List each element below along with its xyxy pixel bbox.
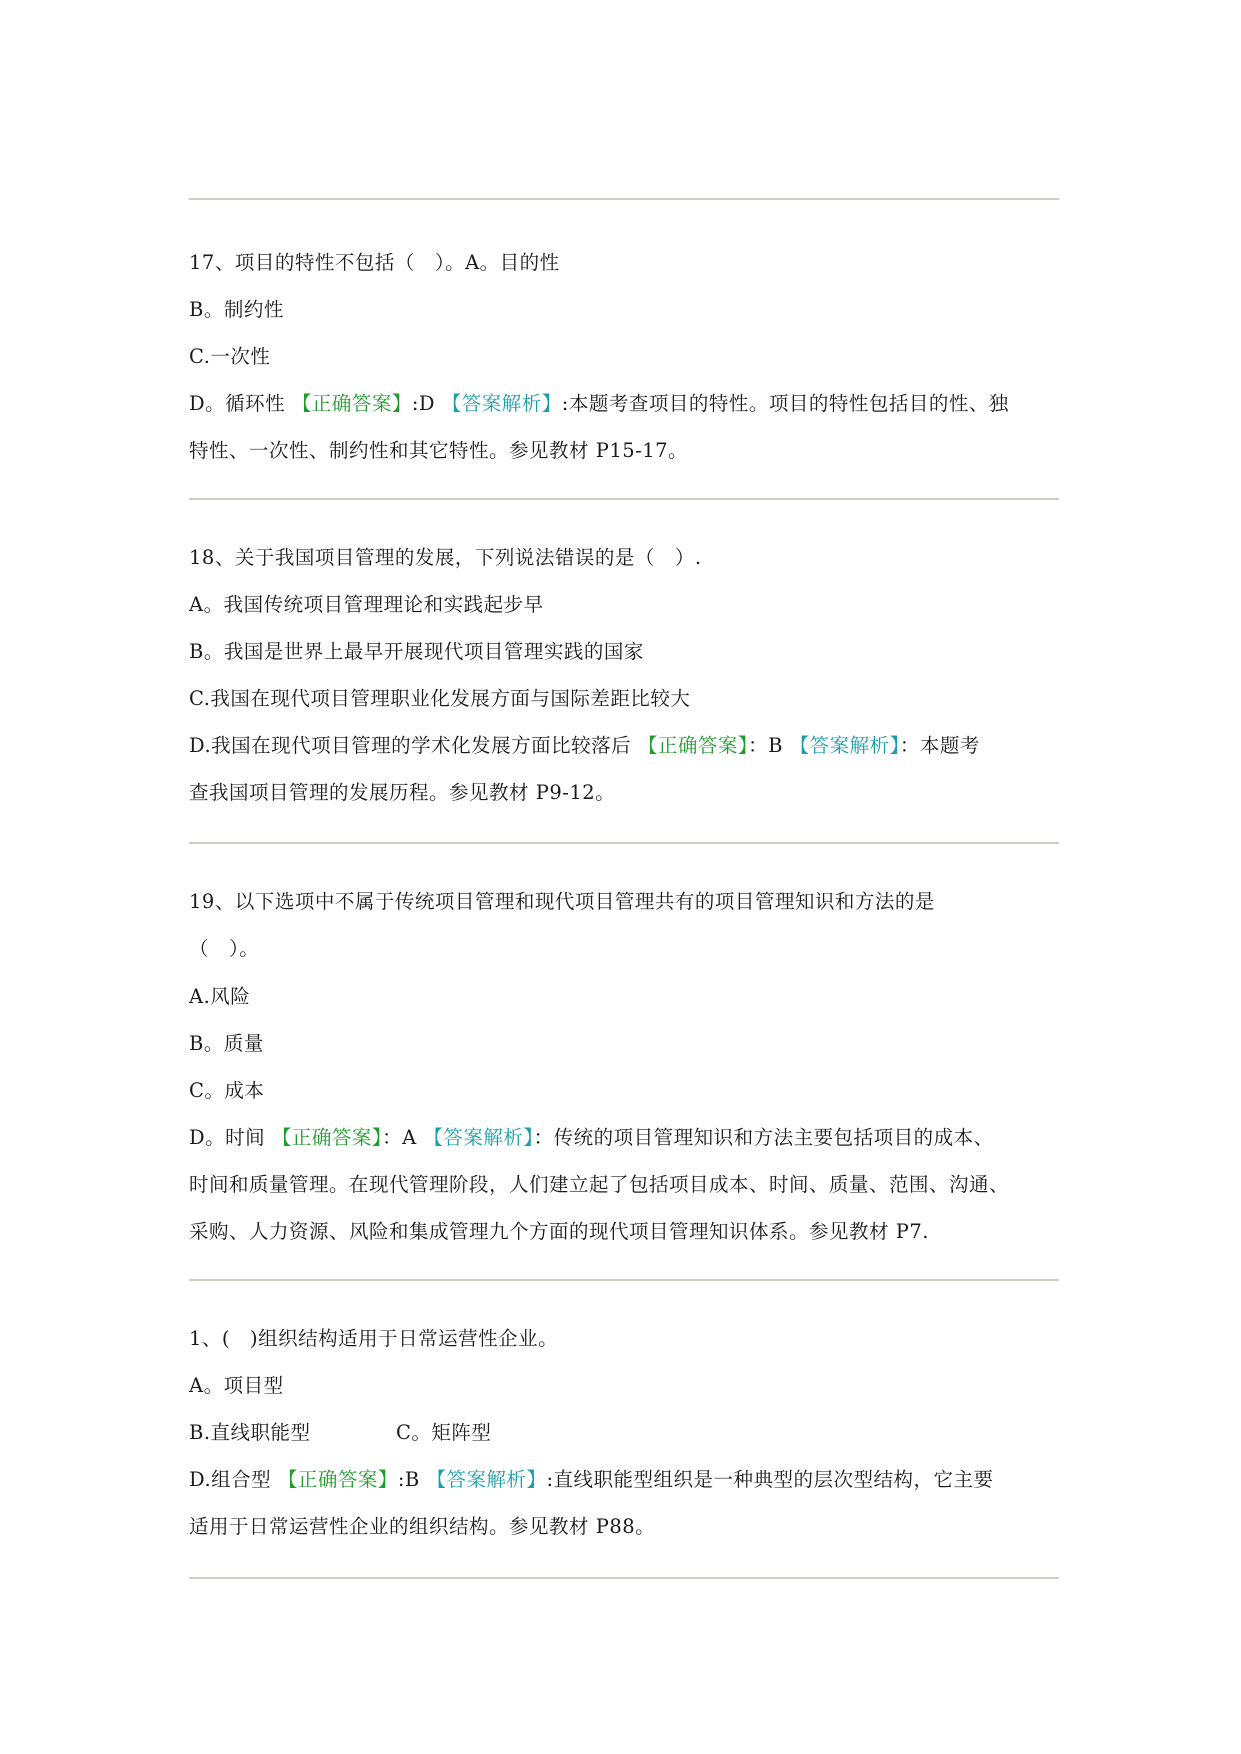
option-b: B.直线职能型 (189, 1421, 311, 1444)
divider (189, 498, 1059, 500)
analysis-text: :直线职能型组织是一种典型的层次型结构，它主要 (546, 1468, 994, 1491)
question-stem: 19、以下选项中不属于传统项目管理和现代项目管理共有的项目管理知识和方法的是 (189, 890, 935, 913)
option-d-answer-line (189, 1464, 994, 1492)
option-c: C。成本 (189, 1079, 265, 1102)
option-d: D。循环性 (189, 392, 286, 415)
option-b: B。我国是世界上最早开展现代项目管理实践的国家 (189, 640, 644, 663)
question-stem: 18、关于我国项目管理的发展，下列说法错误的是（ ）. (189, 546, 702, 569)
option-c: C.我国在现代项目管理职业化发展方面与国际差距比较大 (189, 687, 691, 710)
correct-answer-tag: 【正确答案】 (291, 392, 412, 415)
analysis-tag: 【答案解析】 (789, 734, 900, 757)
analysis-text: ：传统的项目管理知识和方法主要包括项目的成本、 (533, 1126, 994, 1149)
option-d: D.我国在现代项目管理的学术化发展方面比较落后 (189, 734, 632, 757)
analysis-continued: 时间和质量管理。在现代管理阶段，人们建立起了包括项目成本、时间、质量、范围、沟通、 (189, 1173, 1010, 1196)
option-c: C。矩阵型 (395, 1421, 492, 1444)
option-d-answer-line (189, 730, 980, 758)
correct-answer: :D (411, 392, 436, 415)
analysis-tag: 【答案解析】 (441, 392, 562, 415)
option-d-answer-line (189, 388, 1009, 416)
analysis-continued: 采购、人力资源、风险和集成管理九个方面的现代项目管理知识体系。参见教材 P7. (189, 1220, 929, 1243)
correct-answer: ：A (382, 1126, 417, 1149)
analysis-tag: 【答案解析】 (423, 1126, 534, 1149)
divider (189, 1279, 1059, 1281)
divider (189, 198, 1059, 200)
correct-answer-tag: 【正确答案】 (277, 1468, 398, 1491)
analysis-tag: 【答案解析】 (426, 1468, 547, 1491)
option-b: B。质量 (189, 1032, 264, 1055)
option-c: C.一次性 (189, 345, 271, 368)
option-a: A。项目型 (189, 1374, 284, 1397)
option-d: D.组合型 (189, 1468, 272, 1491)
option-d-answer-line (189, 1122, 994, 1150)
analysis-continued: 查我国项目管理的发展历程。参见教材 P9-12。 (189, 781, 616, 804)
divider (189, 1577, 1059, 1579)
analysis-continued: 适用于日常运营性企业的组织结构。参见教材 P88。 (189, 1515, 656, 1538)
question-stem: 1、( )组织结构适用于日常运营性企业。 (189, 1327, 559, 1350)
correct-answer-tag: 【正确答案】 (637, 734, 749, 757)
correct-answer-tag: 【正确答案】 (271, 1126, 383, 1149)
divider (189, 842, 1059, 844)
question-stem: 17、项目的特性不包括（ ）。A。目的性 (189, 251, 560, 274)
option-b: B。制约性 (189, 298, 284, 321)
correct-answer: :B (397, 1468, 420, 1491)
option-d: D。时间 (189, 1126, 266, 1149)
option-a: A.风险 (189, 985, 251, 1008)
question-stem-continued: （ ）。 (189, 937, 260, 960)
analysis-text: ：本题考 (899, 734, 980, 757)
analysis-continued: 特性、一次性、制约性和其它特性。参见教材 P15-17。 (189, 439, 689, 462)
option-b-c-line (189, 1417, 491, 1445)
correct-answer: ：B (748, 734, 783, 757)
analysis-text: :本题考查项目的特性。项目的特性包括目的性、独 (561, 392, 1009, 415)
option-a: A。我国传统项目管理理论和实践起步早 (189, 593, 544, 616)
